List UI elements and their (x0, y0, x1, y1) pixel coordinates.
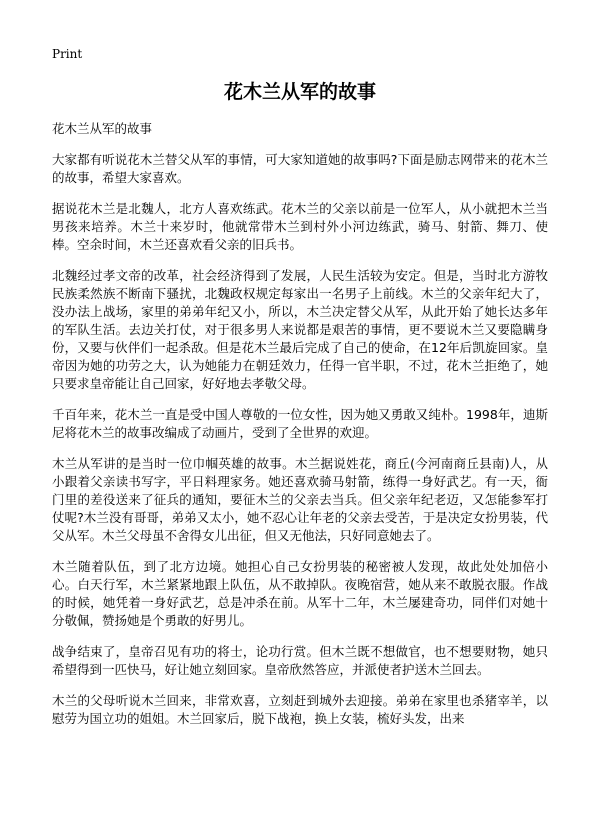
article-subtitle: 花木兰从军的故事 (52, 121, 153, 136)
paragraph-enlistment: 北魏经过孝文帝的改革，社会经济得到了发展，人民生活较为安定。但是，当时北方游牧民族柔然族不断南下骚扰，北魏政权规定每家出一名男子上前线。木兰的父亲年纪大了，没办法上战场，家里的弟弟年纪又小，所以，木兰决定替父从军，从此开始了她长达多年的军队生活。去边关打仗，对于很多男人来说都是艰苦的事情，更不要说木兰又要隐瞒身份，又要与伙伴们一起杀敌。但是花木兰最后完成了自己的使命，在12年后凯旋回家。皇帝因为她的功劳之大，认为她能力在朝廷效力，任得一官半职，不过，花木兰拒绝了，她只要求皇帝能让自己回家，好好地去孝敬父母。 (52, 268, 548, 391)
paragraph-legacy: 千百年来，花木兰一直是受中国人尊敬的一位女性，因为她又勇敢又纯朴。1998年，迪斯尼将花木兰的故事改编成了动画片，受到了全世界的欢迎。 (52, 407, 548, 440)
page-title: 花木兰从军的故事 (223, 81, 376, 103)
paragraph-frontier: 木兰随着队伍，到了北方边境。她担心自己女扮男装的秘密被人发现，故此处处加倍小心。白天行军，木兰紧紧地跟上队伍，从不敢掉队。夜晚宿营，她从来不敢脱衣服。作战的时候，她凭着一身好武艺，总是冲杀在前。从军十二年，木兰屡建奇功，同伴们对她十分敬佩，赞扬她是个勇敢的好男儿。 (52, 559, 548, 628)
article-body (52, 120, 548, 741)
paragraph-intro: 大家都有听说花木兰替父从军的事情，可大家知道她的故事吗?下面是励志网带来的花木兰的故事，希望大家喜欢。 (52, 152, 548, 185)
paragraph-homecoming: 木兰的父母听说木兰回来，非常欢喜，立刻赶到城外去迎接。弟弟在家里也杀猪宰羊，以慰劳为国立功的姐姐。木兰回家后，脱下战袍，换上女装，梳好头发，出来 (52, 693, 548, 726)
print-link[interactable]: Print (52, 47, 83, 61)
paragraph-story: 木兰从军讲的是当时一位巾帼英雄的故事。木兰据说姓花，商丘(今河南商丘县南)人，从小跟着父亲读书写字，平日料理家务。她还喜欢骑马射箭，练得一身好武艺。有一天，衙门里的差役送来了征兵的通知，要征木兰的父亲去当兵。但父亲年纪老迈，又怎能参军打仗呢?木兰没有哥哥，弟弟又太小，她不忍心让年老的父亲去受苦，于是决定女扮男装，代父从军。木兰父母虽不舍得女儿出征，但又无他法，只好同意她去了。 (52, 456, 548, 543)
paragraph-war-end: 战争结束了，皇帝召见有功的将士，论功行赏。但木兰既不想做官，也不想要财物，她只希望得到一匹快马，好让她立刻回家。皇帝欣然答应，并派使者护送木兰回去。 (52, 644, 548, 677)
paragraph-background: 据说花木兰是北魏人，北方人喜欢练武。花木兰的父亲以前是一位军人，从小就把木兰当男孩来培养。木兰十来岁时，他就常带木兰到村外小河边练武，骑马、射箭、舞刀、使棒。空余时间，木兰还喜欢看父亲的旧兵书。 (52, 201, 548, 252)
